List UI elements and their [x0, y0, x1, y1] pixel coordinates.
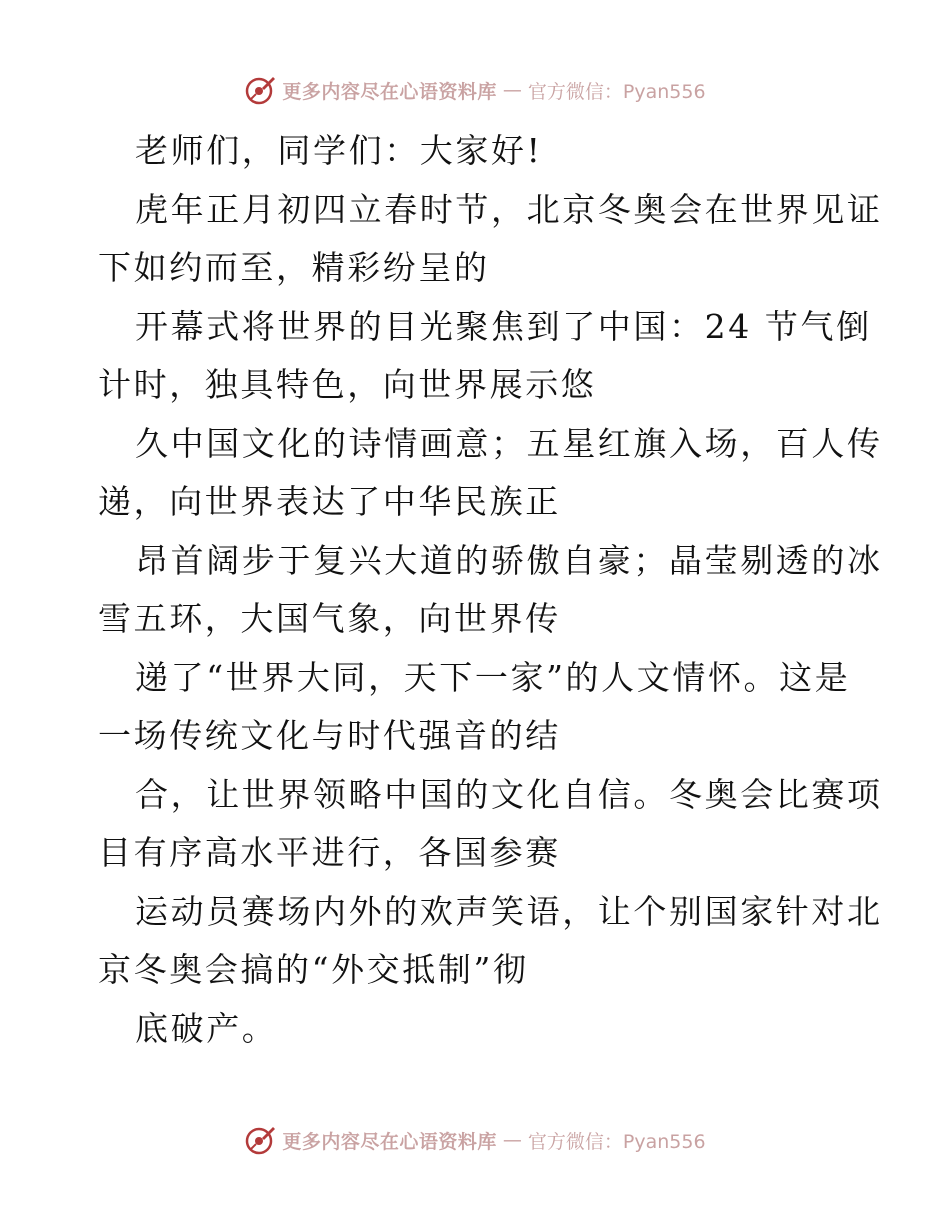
- banner-title: 更多内容尽在心语资料库: [282, 80, 497, 103]
- banner-contact: 官方微信：Pyan556: [527, 80, 706, 103]
- banner-contact: 官方微信：Pyan556: [527, 1130, 706, 1153]
- text-line: 下如约而至，精彩纷呈的: [98, 248, 490, 287]
- document-body: [98, 122, 883, 1058]
- text-line: 虎年正月初四立春时节，北京冬奥会在世界见证: [135, 189, 883, 229]
- header-banner: [0, 70, 950, 110]
- text-line: 底破产。: [135, 1008, 278, 1048]
- text-line: 合，让世界领略中国的文化自信。冬奥会比赛项: [135, 774, 883, 814]
- footer-banner: [0, 1120, 950, 1160]
- text-line: 昂首阔步于复兴大道的骄傲自豪；晶莹剔透的冰: [135, 540, 883, 580]
- text-line: 递了“世界大同，天下一家”的人文情怀。这是: [135, 657, 851, 697]
- text-line: 雪五环，大国气象，向世界传: [98, 599, 561, 638]
- text-line: 计时，独具特色，向世界展示悠: [98, 365, 597, 404]
- text-line: 目有序高水平进行，各国参赛: [98, 833, 561, 872]
- banner-dash: —: [502, 79, 522, 101]
- text-line: 开幕式将世界的目光聚焦到了中国：24 节气倒: [135, 306, 872, 346]
- quill-logo-icon: [244, 74, 276, 106]
- text-line: 京冬奥会搞的“外交抵制”彻: [98, 950, 529, 989]
- quill-logo-icon: [244, 1124, 276, 1156]
- banner-dash: —: [502, 1129, 522, 1151]
- text-line: 久中国文化的诗情画意；五星红旗入场，百人传: [135, 423, 883, 463]
- banner-title: 更多内容尽在心语资料库: [282, 1130, 497, 1153]
- text-line: 运动员赛场内外的欢声笑语，让个别国家针对北: [135, 891, 883, 931]
- body-text: [98, 122, 883, 1058]
- greeting-line: 老师们，同学们：大家好!: [135, 131, 543, 170]
- text-line: 递，向世界表达了中华民族正: [98, 482, 561, 521]
- text-line: 一场传统文化与时代强音的结: [98, 716, 561, 755]
